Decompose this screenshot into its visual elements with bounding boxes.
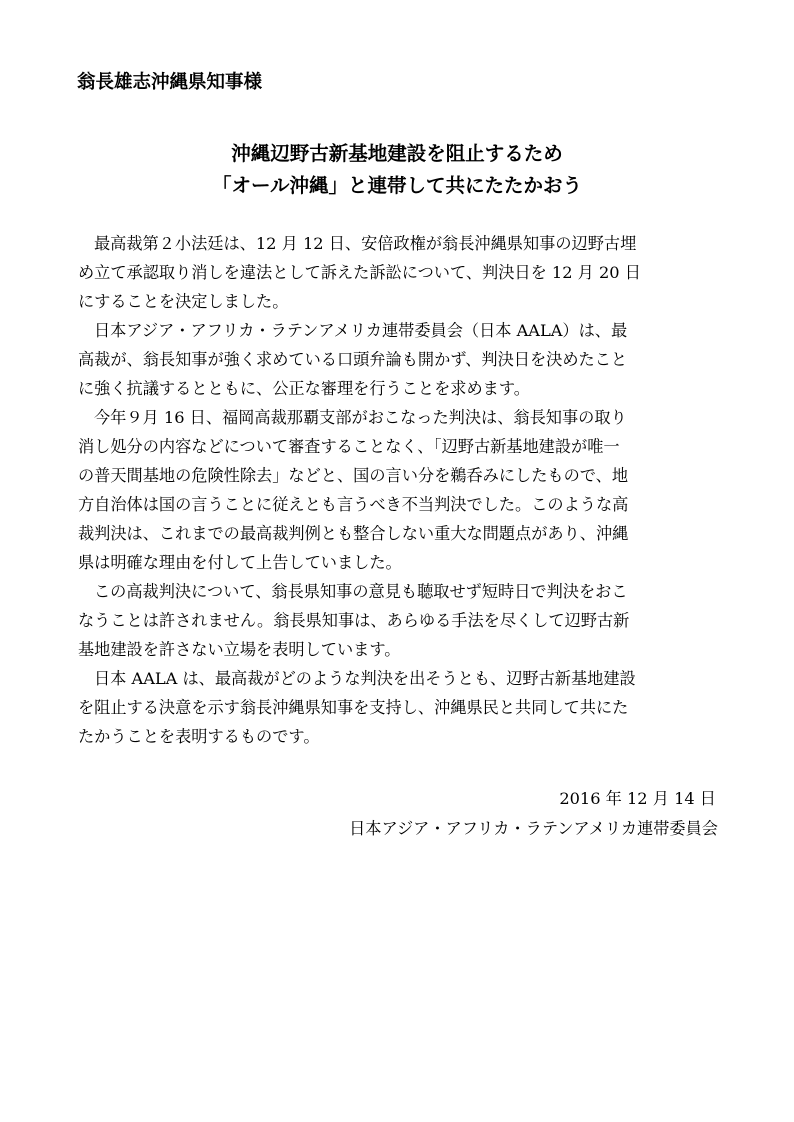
body-line: 今年９月 16 日、福岡高裁那覇支部がおこなった判決は、翁長知事の取り xyxy=(94,408,627,427)
body-line: 方自治体は国の言うことに従えとも言うべき不当判決でした。このような高 xyxy=(78,495,629,514)
body-line: 県は明確な理由を付して上告していました。 xyxy=(78,553,402,572)
body-line: たかうことを表明するものです。 xyxy=(78,727,320,746)
body-line: 裁判決は、これまでの最高裁判例とも整合しない重大な問題点があり、沖縄 xyxy=(78,524,629,543)
body-line: なうことは許されません。翁長県知事は、あらゆる手法を尽くして辺野古新 xyxy=(78,611,630,630)
body-line: この高裁判決について、翁長県知事の意見も聴取せず短時日で判決をおこ xyxy=(94,582,628,601)
signing-organization: 日本アジア・アフリカ・ラテンアメリカ連帯委員会 xyxy=(349,819,718,838)
body-line: め立て承認取り消しを違法として訴えた訴訟について、判決日を 12 月 20 日 xyxy=(78,263,641,282)
body-line: を阻止する決意を示す翁長沖縄県知事を支持し、沖縄県民と共同して共にた xyxy=(78,698,629,717)
body-line: 日本アジア・アフリカ・ラテンアメリカ連帯委員会（日本 AALA）は、最 xyxy=(94,321,628,340)
body-line: の普天間基地の危険性除去」などと、国の言い分を鵜呑みにしたもので、地 xyxy=(78,466,629,485)
title-line-1: 沖縄辺野古新基地建設を阻止するため xyxy=(231,142,563,165)
body-line: 基地建設を許さない立場を表明しています。 xyxy=(78,640,401,659)
body-line: にすることを決定しました。 xyxy=(78,292,289,311)
body-line: 高裁が、翁長知事が強く求めている口頭弁論も開かず、判決日を決めたこと xyxy=(78,350,628,369)
body-line: 日本 AALA は、最高裁がどのような判決を出そうとも、辺野古新基地建設 xyxy=(94,669,636,688)
body-line: 消し処分の内容などについて審査することなく、「辺野古新基地建設が唯一 xyxy=(78,437,620,456)
body-line: 最高裁第２小法廷は、12 月 12 日、安倍政権が翁長沖縄県知事の辺野古埋 xyxy=(94,234,637,253)
addressee: 翁長雄志沖縄県知事様 xyxy=(77,72,263,93)
letter-date: 2016 年 12 月 14 日 xyxy=(559,789,716,808)
title-line-2: 「オール沖縄」と連帯して共にたたかおう xyxy=(211,174,583,197)
body-line: に強く抗議するとともに、公正な審理を行うことを求めます。 xyxy=(78,379,530,398)
